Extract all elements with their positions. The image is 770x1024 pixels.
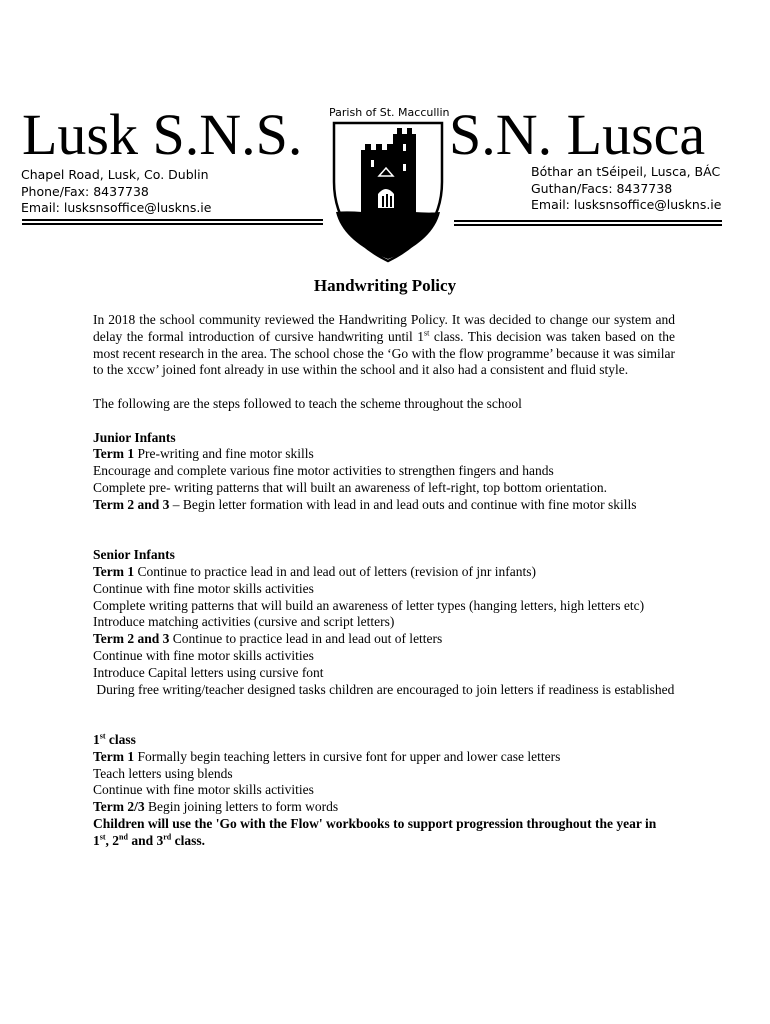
senior-term23: Term 2 and 3 Continue to practice lead in and lead out of letters: [93, 631, 443, 647]
contact-block-english: [21, 167, 211, 217]
senior-line3: Introduce matching activities (cursive and script letters): [93, 614, 395, 630]
address-english: Chapel Road, Lusk, Co. Dublin: [21, 167, 209, 182]
senior-line5: Introduce Capital letters using cursive font: [93, 664, 324, 680]
phone-irish: Guthan/Facs: 8437738: [531, 180, 673, 196]
email-irish: Email: lusksnsoffice@luskns.ie: [531, 197, 722, 212]
senior-term1: Term 1 Continue to practice lead in and lead out of letters (revision of jnr infants): [93, 563, 537, 579]
intro-sup: st: [424, 328, 430, 338]
parish-label: Parish of St. Maccullin: [329, 106, 450, 119]
junior-term1: Term 1 Pre-writing and fine motor skills: [93, 446, 314, 462]
school-name-irish: S.N. Lusca: [449, 102, 706, 167]
senior-line4: Continue with fine motor skills activities: [93, 647, 314, 663]
senior-line2: Complete writing patterns that will build an awareness of letter types (hanging letters, high letters etc): [93, 597, 645, 613]
first-class-heading: 1st class: [93, 731, 136, 747]
letterhead-rule-left-1: [22, 219, 323, 221]
school-name-english: Lusk S.N.S.: [22, 102, 303, 167]
phone-english: Phone/Fax: 8437738: [21, 183, 149, 199]
senior-line1: Continue with fine motor skills activities: [93, 580, 314, 596]
junior-term23: Term 2 and 3 – Begin letter formation with lead in and lead outs and continue with fine motor skills: [93, 496, 637, 512]
letterhead-rule-left-2: [22, 223, 323, 225]
first-term23: Term 2/3 Begin joining letters to form words: [93, 799, 339, 815]
first-line2: Continue with fine motor skills activities: [93, 782, 314, 798]
intro-paragraph: [93, 312, 675, 379]
intro-text-1: In 2018 the school community reviewed the Handwriting Policy. It was decided to change our system and delay the formal introduction of cursive handwriting until 1: [93, 312, 675, 344]
steps-intro: The following are the steps followed to teach the scheme throughout the school: [93, 395, 522, 411]
letterhead-rule-right-2: [454, 224, 722, 226]
junior-heading: Junior Infants: [93, 429, 176, 445]
first-term1: Term 1 Formally begin teaching letters in cursive font for upper and lower case letters: [93, 748, 561, 764]
junior-line1: Encourage and complete various fine motor activities to strengthen fingers and hands: [93, 463, 554, 479]
senior-heading: Senior Infants: [93, 547, 175, 563]
intro-text-2: class. This decision was taken based on the most recent research in the area. The school chose the ‘Go with the flow programme’ because it was similar to the xccw’ joined font already in use within the school and it also had a consistent and fluid style.: [93, 328, 675, 378]
school-crest-icon: [331, 120, 445, 264]
senior-line6: During free writing/teacher designed tasks children are encouraged to join letters if readiness is established: [93, 681, 675, 697]
first-final-note: Children will use the 'Go with the Flow' workbooks to support progression throughout the year in 1st, 2nd and 3rd class.: [93, 815, 657, 848]
contact-block-irish: [531, 164, 721, 214]
policy-body: [93, 312, 675, 850]
address-irish: Bóthar an tSéipeil, Lusca, BÁC: [531, 164, 721, 179]
email-english: Email: lusksnsoffice@luskns.ie: [21, 200, 212, 215]
letterhead-rule-right-1: [454, 220, 722, 222]
document-title: Handwriting Policy: [313, 276, 457, 295]
first-line1: Teach letters using blends: [93, 765, 233, 781]
junior-line2: Complete pre- writing patterns that will built an awareness of left-right, top bottom orientation.: [93, 479, 608, 495]
